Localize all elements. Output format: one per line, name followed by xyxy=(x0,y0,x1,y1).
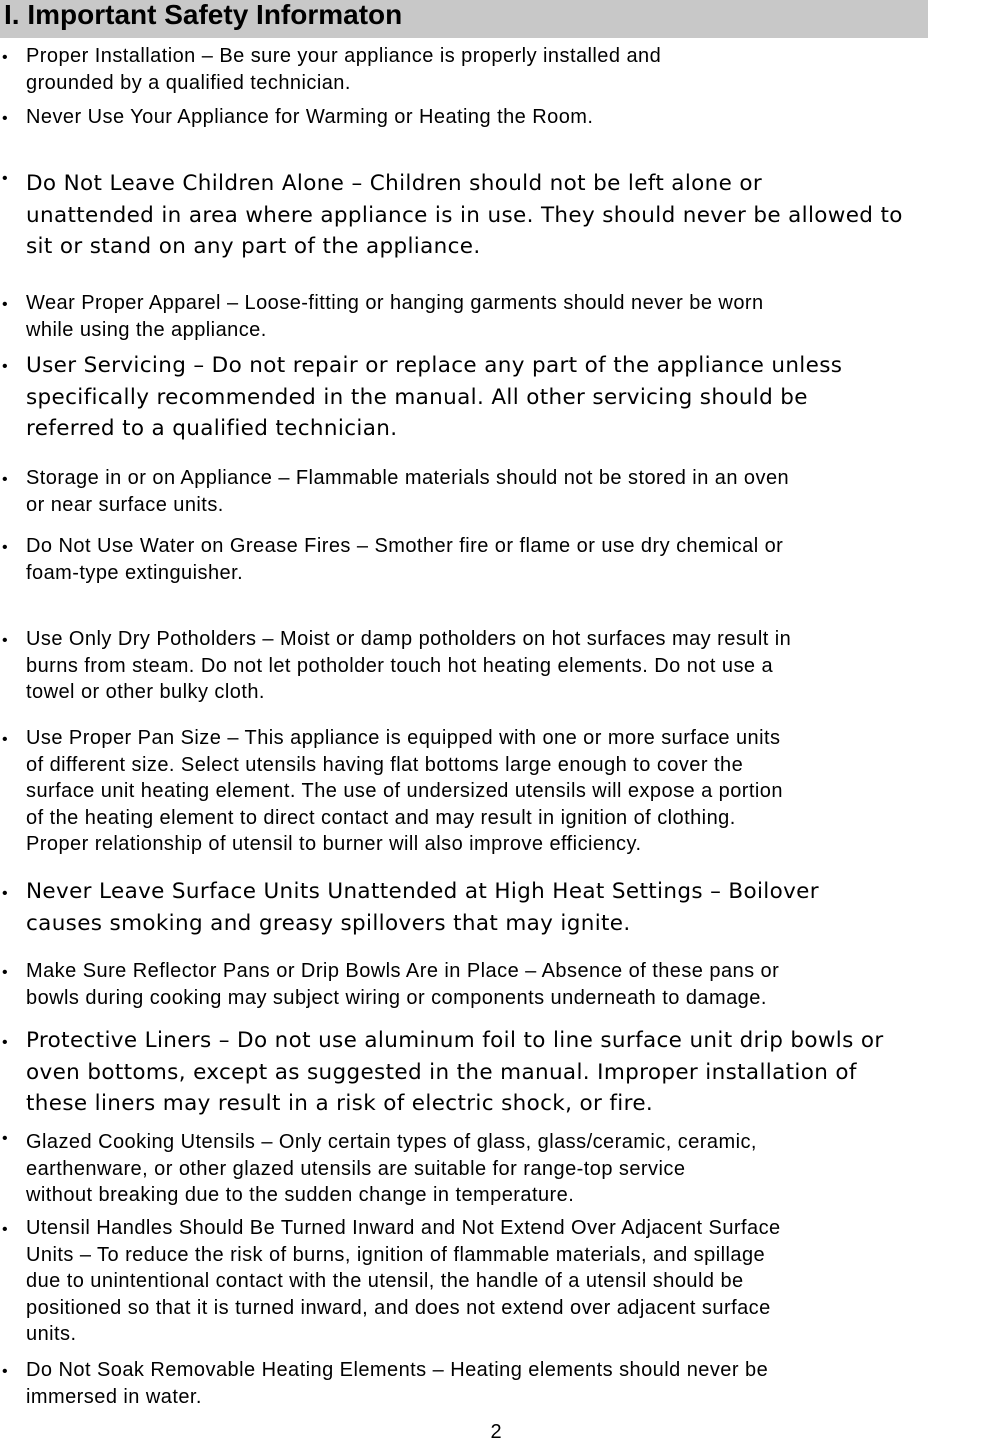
item-text: User Servicing – Do not repair or replace any part of the appliance unless specifically recommended in the manual. All other servicing should be referred to a qualified technician. xyxy=(26,353,843,441)
item-text: Use Only Dry Potholders – Moist or damp potholders on hot surfaces may result in burns from steam. Do not let potholder touch hot heating elements. Do not use a towel or other bulky cloth. xyxy=(26,628,792,703)
bullet-icon: • xyxy=(2,885,8,902)
bullet-icon: • xyxy=(2,964,8,981)
item-text: Do Not Leave Children Alone – Children should not be left alone or unattended in area where appliance is in use. They should never be allowed to sit or stand on any part of the appliance. xyxy=(26,171,903,259)
bullet-icon: • xyxy=(2,1034,8,1051)
bullet-icon: • xyxy=(2,731,8,748)
bullet-icon: • xyxy=(2,110,8,127)
item-text: Do Not Use Water on Grease Fires – Smother fire or flame or use dry chemical or foam-type extinguisher. xyxy=(26,535,784,584)
bullet-icon: • xyxy=(2,539,8,556)
bullet-icon: • xyxy=(2,632,8,649)
item-text: Storage in or on Appliance – Flammable materials should not be stored in an oven or near surface units. xyxy=(26,467,790,516)
item-text: Never Leave Surface Units Unattended at High Heat Settings – Boilover causes smoking and greasy spillovers that may ignite. xyxy=(26,879,819,936)
item-text: Protective Liners – Do not use aluminum foil to line surface unit drip bowls or oven bottoms, except as suggested in the manual. Improper installation of these liners may result in a risk of electric shock, or fire. xyxy=(26,1028,884,1116)
item-text: Utensil Handles Should Be Turned Inward and Not Extend Over Adjacent Surface Units – To reduce the risk of burns, ignition of flammable materials, and spillage due to unintentional contact with the utensil, the handle of a utensil should be positioned so that it is turned inward, and does not extend over adjacent surface units. xyxy=(26,1217,781,1345)
item-text: Do Not Soak Removable Heating Elements – Heating elements should never be immersed in water. xyxy=(26,1359,769,1408)
section-header xyxy=(0,0,928,38)
bullet-icon: • xyxy=(2,358,8,375)
bullet-icon: • xyxy=(2,49,8,66)
bullet-icon: • xyxy=(2,170,8,187)
bullet-icon: • xyxy=(2,1363,8,1380)
item-text: Make Sure Reflector Pans or Drip Bowls Are in Place – Absence of these pans or bowls during cooking may subject wiring or components underneath to damage. xyxy=(26,960,780,1009)
item-text: Wear Proper Apparel – Loose-fitting or hanging garments should never be worn while using the appliance. xyxy=(26,292,764,341)
item-text: Use Proper Pan Size – This appliance is equipped with one or more surface units of different size. Select utensils having flat bottoms large enough to cover the surface unit heating element. The use of undersized utensils will expose a portion of the heating element to direct contact and may result in ignition of clothing. Proper relationship of utensil to burner will also improve efficiency. xyxy=(26,727,783,855)
bullet-icon: • xyxy=(2,1130,8,1147)
bullet-icon: • xyxy=(2,1221,8,1238)
item-text: Never Use Your Appliance for Warming or Heating the Room. xyxy=(26,106,594,128)
item-text: Glazed Cooking Utensils – Only certain types of glass, glass/ceramic, ceramic, earthenware, or other glazed utensils are suitable for range-top service without breaking due to the sudden change in temperature. xyxy=(26,1131,757,1206)
section-title: I. Important Safety Informaton xyxy=(4,0,403,30)
page-number: 2 xyxy=(490,1421,502,1443)
bullet-icon: • xyxy=(2,296,8,313)
bullet-icon: • xyxy=(2,471,8,488)
item-text: Proper Installation – Be sure your appliance is properly installed and grounded by a qualified technician. xyxy=(26,45,662,94)
